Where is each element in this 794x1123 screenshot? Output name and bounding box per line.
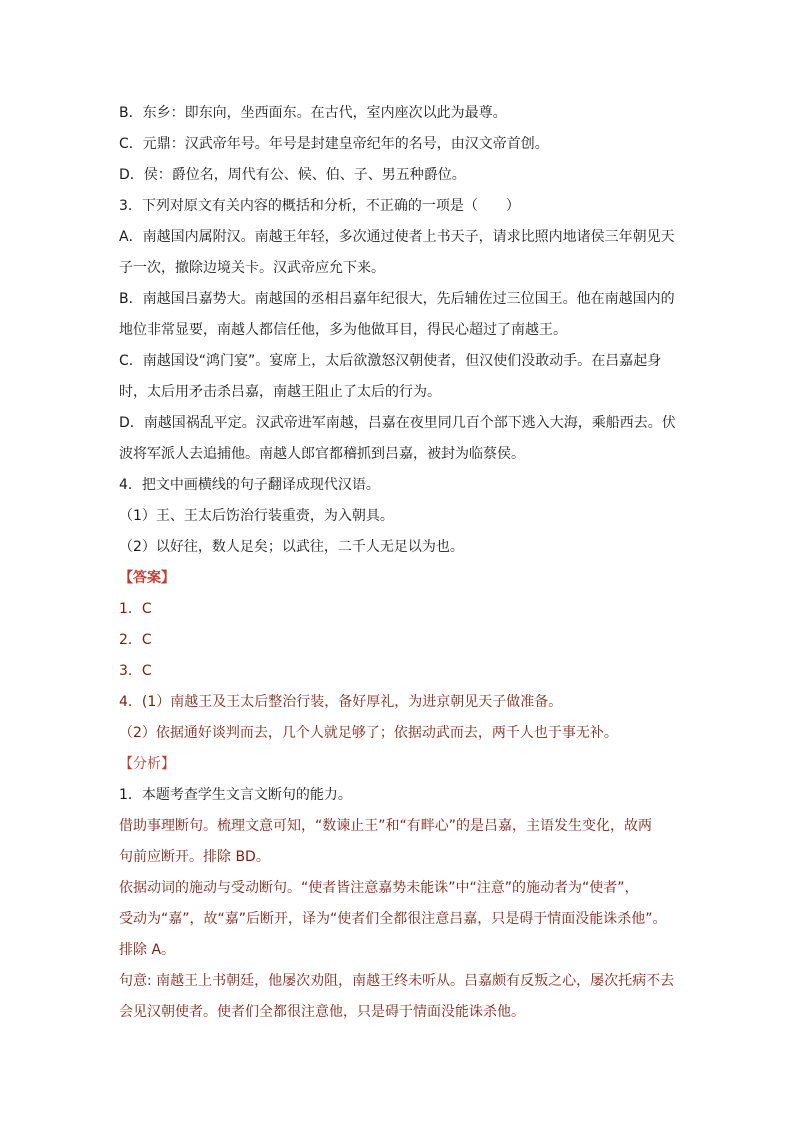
answer-3: 3．C (119, 663, 152, 679)
analysis-1-line-5: 排除 A。 (119, 942, 176, 958)
q3-option-d-line-2: 波将军派人去追捕他。南越人郎官都稽抓到吕嘉，被封为临蔡侯。 (119, 446, 525, 462)
q3-option-b-line-2: 地位非常显要，南越人都信任他，多为他做耳目，得民心超过了南越王。 (119, 322, 567, 338)
question-4-sentence-1: （1）王、王太后饬治行装重赍，为入朝具。 (119, 508, 394, 524)
question-3-stem: 3．下列对原文有关内容的概括和分析，不正确的一项是（ ） (119, 198, 520, 214)
q3-option-a-line-2: 子一次，撤除边境关卡。汉武帝应允下来。 (119, 260, 385, 276)
answer-heading: 【答案】 (119, 570, 175, 586)
analysis-1-intro: 1．本题考查学生文言文断句的能力。 (119, 787, 352, 803)
q3-option-b-line-1: B．南越国吕嘉势大。南越国的丞相吕嘉年纪很大，先后辅佐过三位国王。他在南越国内的 (119, 291, 675, 307)
q3-option-c-line-1: C．南越国设“鸿门宴”。宴席上，太后欲激怒汉朝使者，但汉使们没敢动手。在吕嘉起身 (119, 353, 662, 369)
question-4-stem: 4．把文中画横线的句子翻译成现代汉语。 (119, 477, 380, 493)
question-4-sentence-2: （2）以好往，数人足矣；以武往，二千人无足以为也。 (119, 539, 464, 555)
analysis-1-line-6: 句意: 南越王上书朝廷，他屡次劝阻，南越王终未听从。吕嘉颇有反叛之心，屡次托病不去 (119, 973, 675, 989)
answer-4-line-1: 4．(1）南越王及王太后整治行装，备好厚礼，为进京朝见天子做准备。 (119, 694, 563, 710)
answer-2: 2．C (119, 632, 152, 648)
analysis-1-line-2: 句前应断开。排除 BD。 (119, 849, 270, 865)
analysis-heading: 【分析】 (119, 756, 175, 772)
analysis-1-line-3: 依据动词的施动与受动断句。“使者皆注意嘉势未能诛”中“注意”的施动者为“使者”， (119, 880, 639, 896)
q3-option-d-line-1: D．南越国祸乱平定。汉武帝进军南越，吕嘉在夜里同几百个部下逃入大海，乘船西去。伏 (119, 415, 676, 431)
q3-option-c-line-2: 时，太后用矛击杀吕嘉，南越王阻止了太后的行为。 (119, 384, 441, 400)
answer-1: 1．C (119, 601, 152, 617)
analysis-1-line-1: 借助事理断句。梳理文意可知，“数谏止王”和“有畔心”的是吕嘉，主语发生变化，故两 (119, 818, 653, 834)
option-d-line: D．侯：爵位名，周代有公、候、伯、子、男五种爵位。 (119, 167, 466, 183)
option-c-line: C．元鼎：汉武帝年号。年号是封建皇帝纪年的名号，由汉文帝首创。 (119, 136, 549, 152)
analysis-1-line-4: 受动为“嘉”，故“嘉”后断开，译为“使者们全都很注意吕嘉，只是碍于情面没能诛杀他”。 (119, 911, 667, 927)
answer-4-line-2: （2）依据通好谈判而去，几个人就足够了；依据动武而去，两千人也于事无补。 (119, 725, 618, 741)
q3-option-a-line-1: A．南越国内属附汉。南越王年轻，多次通过使者上书天子，请求比照内地诸侯三年朝见天 (119, 229, 675, 245)
analysis-1-line-7: 会见汉朝使者。使者们全都很注意他，只是碍于情面没能诛杀他。 (119, 1004, 525, 1020)
option-b-line: B．东乡：即东向，坐西面东。在古代，室内座次以此为最尊。 (119, 105, 507, 121)
